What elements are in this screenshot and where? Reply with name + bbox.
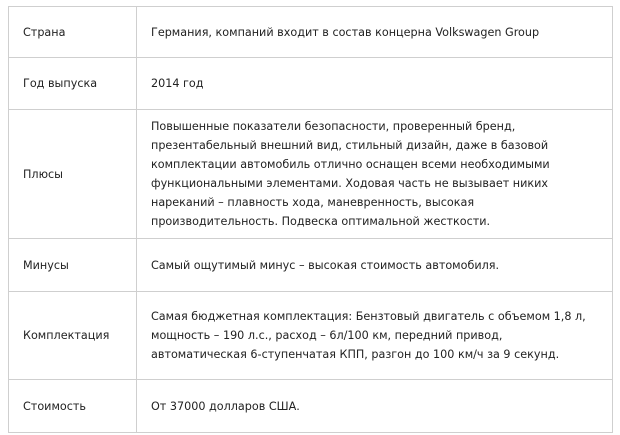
row-value: От 37000 долларов США.	[137, 380, 613, 433]
row-label: Стоимость	[9, 380, 137, 433]
row-label: Год выпуска	[9, 58, 137, 110]
row-value: Германия, компаний входит в состав концерна Volkswagen Group	[137, 7, 613, 58]
row-label: Комплектация	[9, 292, 137, 380]
table-row-pros	[9, 110, 613, 239]
row-value: 2014 год	[137, 58, 613, 110]
table-row-year	[9, 58, 613, 110]
specifications-table	[8, 6, 613, 433]
row-value: Самый ощутимый минус – высокая стоимость автомобиля.	[137, 239, 613, 292]
row-value: Повышенные показатели безопасности, проверенный бренд, презентабельный внешний вид, стильный дизайн, даже в базовой комплектации автомобиль отлично оснащен всеми необходимыми функциональными элементами. Ходовая часть не вызывает никих нареканий – плавность хода, маневренность, высокая производительность. Подвеска оптимальной жесткости.	[137, 110, 613, 239]
row-label: Минусы	[9, 239, 137, 292]
table-row-equipment	[9, 292, 613, 380]
table-row-cons	[9, 239, 613, 292]
row-label: Плюсы	[9, 110, 137, 239]
table-row-country	[9, 7, 613, 58]
row-label: Страна	[9, 7, 137, 58]
row-value: Самая бюджетная комплектация: Бензтовый двигатель с объемом 1,8 л, мощность – 190 л.с., расход – 6л/100 км, передний привод, автоматическая 6-ступенчатая КПП, разгон до 100 км/ч за 9 секунд.	[137, 292, 613, 380]
table-row-price	[9, 380, 613, 433]
